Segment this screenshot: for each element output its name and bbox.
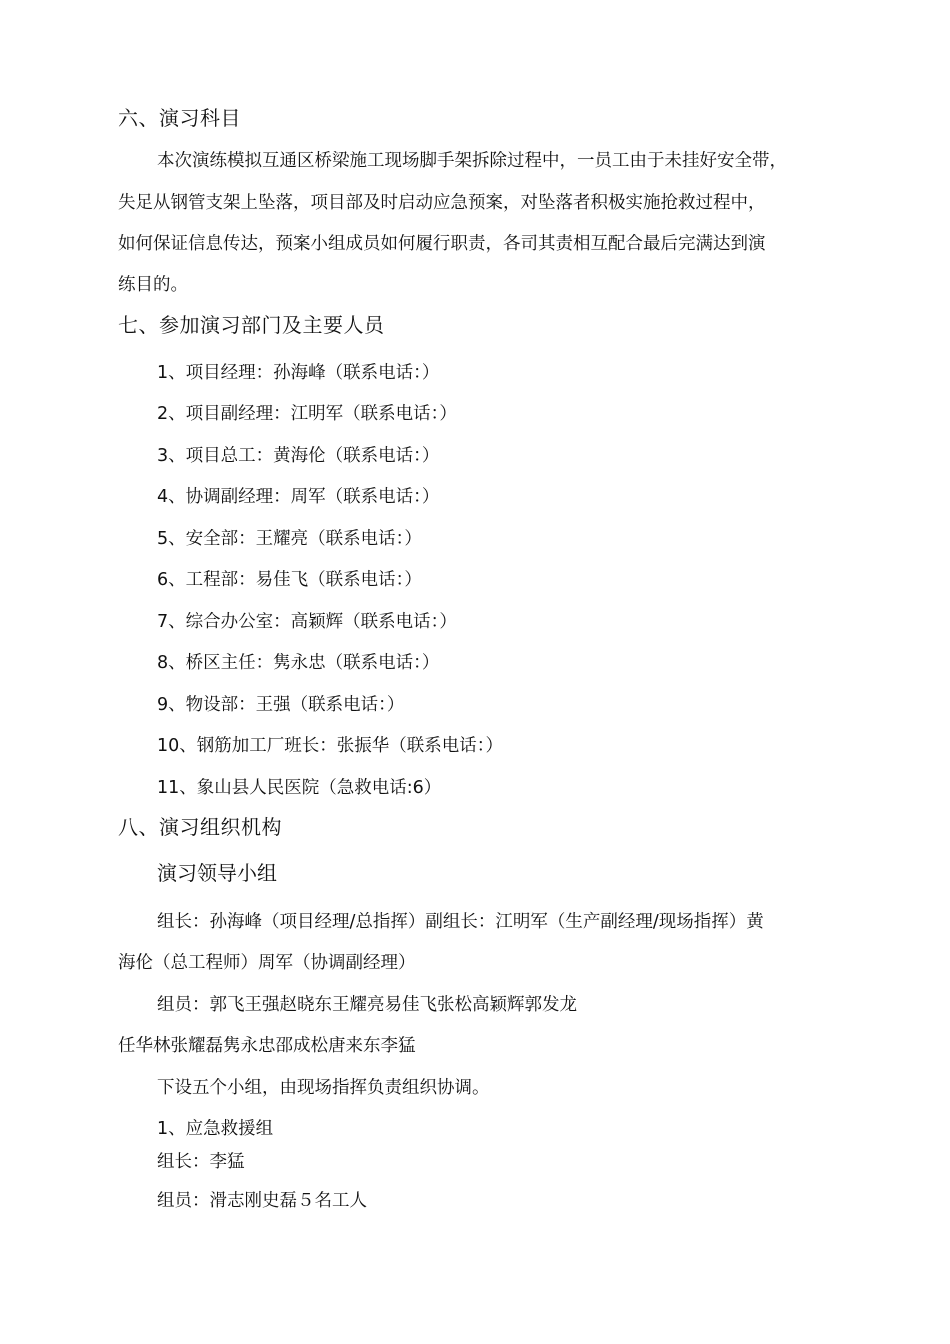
groups-intro: 下设五个小组，由现场指挥负责组织协调。: [157, 1078, 490, 1098]
leader-line-1: 组长：孙海峰（项目经理/总指挥）副组长：江明军（生产副经理/现场指挥）黄: [157, 912, 764, 932]
section-8-heading: 八、演习组织机构: [118, 815, 282, 839]
group-1-title: 1、应急救援组: [157, 1119, 274, 1139]
personnel-item-11: 11、象山县人民医院（急救电话:6）: [157, 778, 442, 798]
personnel-item-9: 9、物设部：王强（联系电话：）: [157, 695, 405, 715]
personnel-item-6: 6、工程部：易佳飞（联系电话：）: [157, 570, 422, 590]
personnel-item-10: 10、钢筋加工厂班长：张振华（联系电话：）: [157, 736, 504, 756]
personnel-item-1: 1、项目经理：孙海峰（联系电话：）: [157, 363, 440, 383]
personnel-item-3: 3、项目总工：黄海伦（联系电话：）: [157, 446, 440, 466]
leader-line-2: 海伦（总工程师）周军（协调副经理）: [118, 953, 416, 973]
section-6-heading: 六、演习科目: [118, 106, 241, 130]
members-line-2: 任华林张耀磊隽永忠邵成松唐来东李猛: [118, 1036, 416, 1056]
personnel-item-4: 4、协调副经理：周军（联系电话：）: [157, 487, 440, 507]
section-6-paragraph-line-4: 练目的。: [118, 275, 188, 295]
personnel-item-7: 7、综合办公室：高颖辉（联系电话：）: [157, 612, 457, 632]
personnel-item-2: 2、项目副经理：江明军（联系电话：）: [157, 404, 457, 424]
personnel-item-8: 8、桥区主任：隽永忠（联系电话：）: [157, 653, 440, 673]
section-6-paragraph-line-1: 本次演练模拟互通区桥梁施工现场脚手架拆除过程中，一员工由于未挂好安全带，: [157, 151, 787, 171]
section-6-paragraph-line-3: 如何保证信息传达，预案小组成员如何履行职责，各司其责相互配合最后完满达到演: [118, 234, 766, 254]
members-line-1: 组员：郭飞王强赵晓东王耀亮易佳飞张松高颖辉郭发龙: [157, 995, 577, 1015]
group-1-leader: 组长：李猛: [157, 1152, 245, 1172]
personnel-item-5: 5、安全部：王耀亮（联系电话：）: [157, 529, 422, 549]
group-1-members: 组员：滑志刚史磊５名工人: [157, 1191, 367, 1211]
section-7-heading: 七、参加演习部门及主要人员: [118, 313, 385, 337]
leadership-group-subheading: 演习领导小组: [157, 861, 277, 885]
section-6-paragraph-line-2: 失足从钢管支架上坠落，项目部及时启动应急预案，对坠落者积极实施抢救过程中，: [118, 193, 766, 213]
